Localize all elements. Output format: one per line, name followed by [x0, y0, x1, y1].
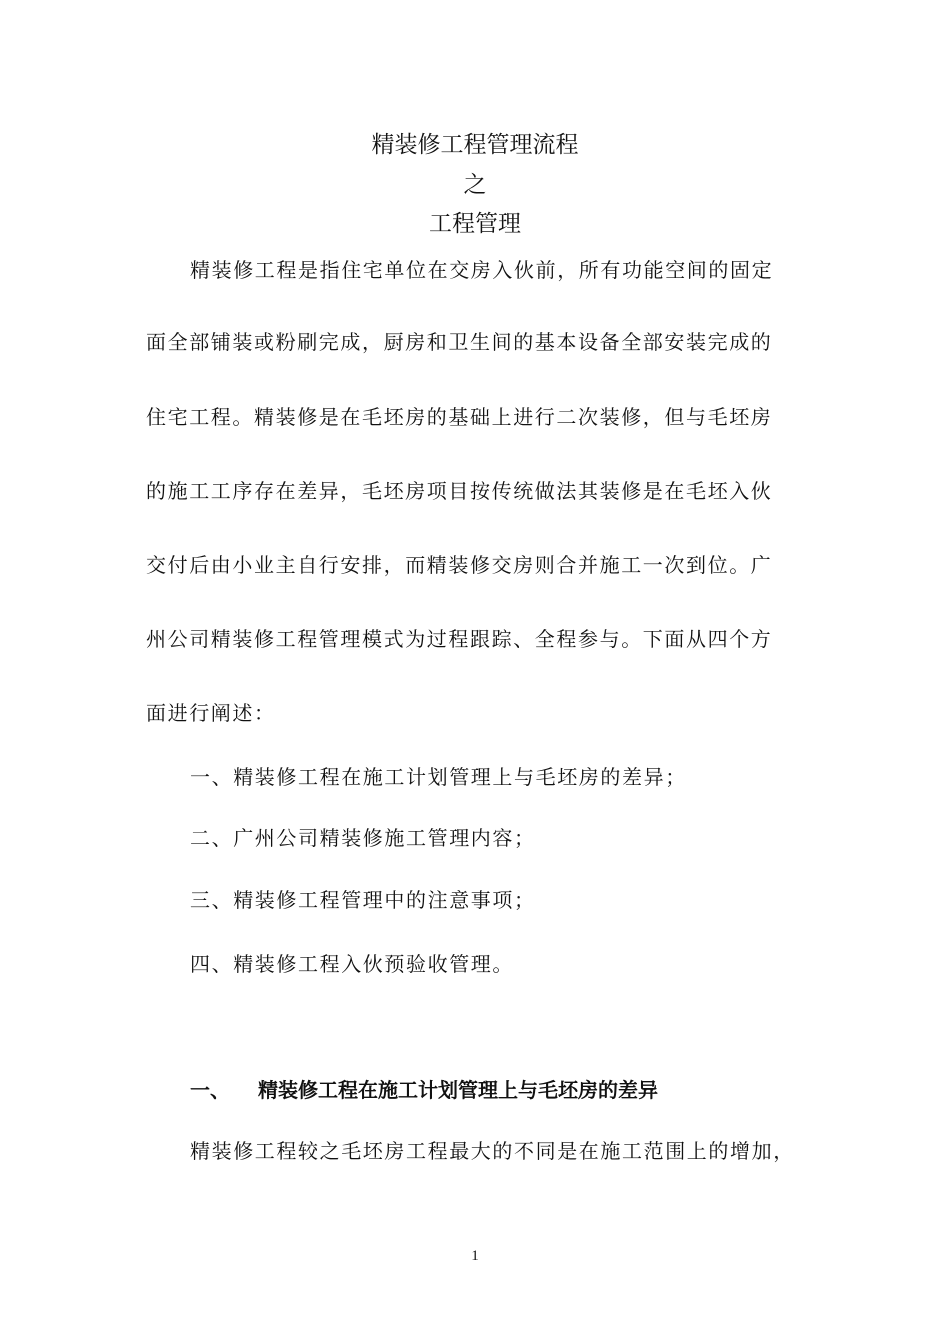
section-heading	[190, 1076, 658, 1104]
intro-paragraph-line: 住宅工程。精装修是在毛坯房的基础上进行二次装修，但与毛坯房	[146, 405, 773, 429]
section-paragraph-line: 精装修工程较之毛坯房工程最大的不同是在施工范围上的增加，	[190, 1139, 795, 1163]
document-title-line-3: 工程管理	[429, 211, 521, 237]
page-number: 1	[471, 1248, 479, 1264]
document-title-line-2: 之	[463, 172, 487, 198]
outline-list-item: 四、精装修工程入伙预验收管理。	[190, 952, 514, 976]
intro-paragraph-line: 面全部铺装或粉刷完成，厨房和卫生间的基本设备全部安装完成的	[146, 330, 773, 354]
outline-list-item: 三、精装修工程管理中的注意事项；	[190, 888, 536, 912]
section-heading-text: 精装修工程在施工计划管理上与毛坯房的差异	[258, 1078, 658, 1102]
intro-paragraph-line: 精装修工程是指住宅单位在交房入伙前，所有功能空间的固定	[190, 258, 774, 282]
outline-list-item: 二、广州公司精装修施工管理内容；	[190, 826, 536, 850]
document-title-line-1: 精装修工程管理流程	[371, 132, 579, 158]
intro-paragraph-line: 面进行阐述：	[146, 701, 276, 725]
section-heading-number: 一、	[190, 1078, 230, 1102]
intro-paragraph-line: 的施工工序存在差异，毛坯房项目按传统做法其装修是在毛坯入伙	[146, 479, 773, 503]
intro-paragraph-line: 交付后由小业主自行安排，而精装修交房则合并施工一次到位。广	[146, 553, 773, 577]
intro-paragraph-line: 州公司精装修工程管理模式为过程跟踪、全程参与。下面从四个方	[146, 627, 773, 651]
outline-list-item: 一、精装修工程在施工计划管理上与毛坯房的差异；	[190, 765, 687, 789]
